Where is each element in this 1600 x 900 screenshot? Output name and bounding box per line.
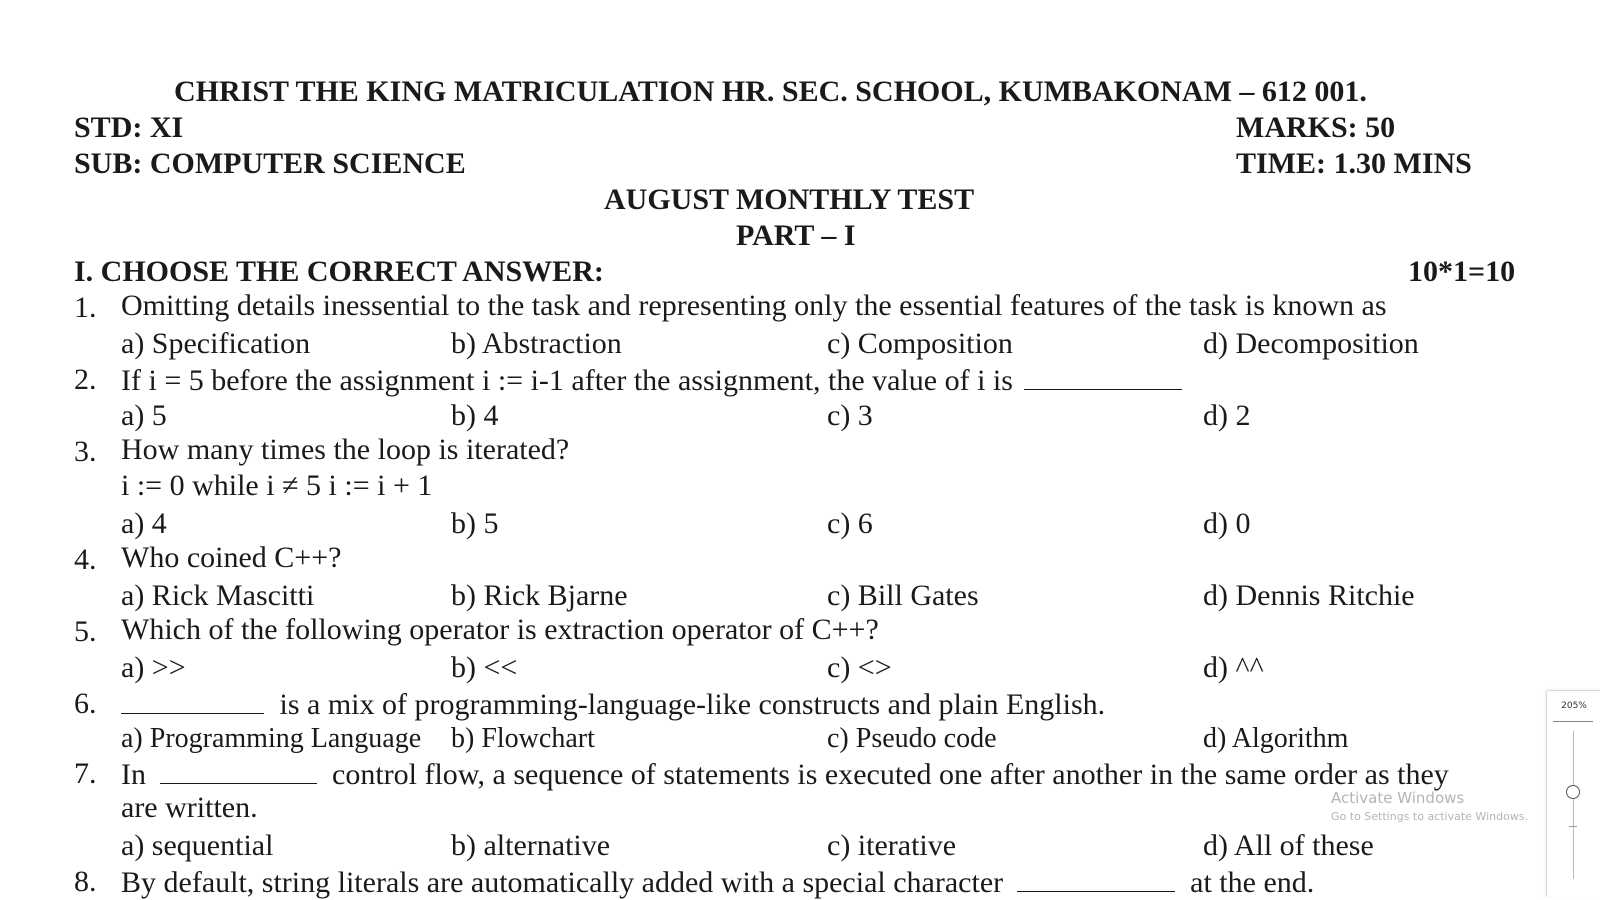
option-a: a) 4 bbox=[121, 507, 167, 540]
option-d: d) ^^ bbox=[1203, 651, 1264, 684]
answer-blank bbox=[1024, 363, 1182, 390]
question-number: 6. bbox=[74, 687, 97, 720]
question-text bbox=[121, 865, 1314, 898]
section-marks: 10*1=10 bbox=[1408, 255, 1516, 288]
option-a: a) Rick Mascitti bbox=[121, 579, 315, 612]
section-title: I. CHOOSE THE CORRECT ANSWER: bbox=[74, 255, 604, 288]
option-d: d) Dennis Ritchie bbox=[1203, 579, 1415, 612]
question-text: Omitting details inessential to the task and representing only the essential features of the task is known as bbox=[121, 289, 1387, 322]
option-a: a) >> bbox=[121, 651, 186, 684]
question-text-cont: are written. bbox=[121, 791, 258, 824]
std-label: STD: XI bbox=[74, 111, 184, 144]
activate-windows-subtitle: Go to Settings to activate Windows. bbox=[1331, 810, 1529, 823]
zoom-panel bbox=[1546, 690, 1600, 897]
option-a: a) sequential bbox=[121, 829, 274, 862]
subject-label: SUB: COMPUTER SCIENCE bbox=[74, 147, 466, 180]
school-name: CHRIST THE KING MATRICULATION HR. SEC. SCHOOL, KUMBAKONAM – 612 001. bbox=[174, 75, 1367, 108]
test-title: AUGUST MONTHLY TEST bbox=[604, 183, 975, 216]
option-a: a) Programming Language bbox=[121, 723, 422, 754]
marks-label: MARKS: 50 bbox=[1236, 111, 1396, 144]
question-text: How many times the loop is iterated? bbox=[121, 433, 570, 466]
activate-windows-title: Activate Windows bbox=[1331, 789, 1465, 807]
question-number: 5. bbox=[74, 615, 97, 648]
option-c: c) iterative bbox=[827, 829, 957, 862]
zoom-value[interactable]: 205% bbox=[1561, 701, 1587, 711]
question-text-before: In bbox=[121, 758, 146, 791]
time-label: TIME: 1.30 MINS bbox=[1236, 147, 1472, 180]
question-text: Who coined C++? bbox=[121, 541, 342, 574]
question-text: Which of the following operator is extraction operator of C++? bbox=[121, 613, 879, 646]
question-number: 1. bbox=[74, 291, 97, 324]
zoom-slider-track[interactable] bbox=[1573, 731, 1574, 879]
option-b: b) 5 bbox=[451, 507, 499, 540]
zoom-slider-tick bbox=[1569, 826, 1577, 827]
option-b: b) << bbox=[451, 651, 518, 684]
code-line: i := 0 while i ≠ 5 i := i + 1 bbox=[121, 469, 433, 502]
question-number: 2. bbox=[74, 363, 97, 396]
question-text-span: By default, string literals are automatically added with a special character bbox=[121, 866, 1004, 899]
option-c: c) Pseudo code bbox=[827, 723, 997, 754]
option-d: d) All of these bbox=[1203, 829, 1374, 862]
option-c: c) 6 bbox=[827, 507, 873, 540]
option-d: d) 0 bbox=[1203, 507, 1251, 540]
option-d: d) Algorithm bbox=[1203, 723, 1349, 754]
option-c: c) Composition bbox=[827, 327, 1013, 360]
answer-blank bbox=[1017, 865, 1175, 892]
question-text-span: If i = 5 before the assignment i := i-1 after the assignment, the value of i is bbox=[121, 364, 1013, 397]
option-a: a) 5 bbox=[121, 399, 167, 432]
part-label: PART – I bbox=[736, 219, 856, 252]
option-b: b) 4 bbox=[451, 399, 499, 432]
option-b: b) Flowchart bbox=[451, 723, 595, 754]
option-c: c) 3 bbox=[827, 399, 873, 432]
question-text-after: control flow, a sequence of statements is executed one after another in the same order as they bbox=[332, 758, 1449, 791]
question-text bbox=[121, 757, 1449, 790]
option-c: c) Bill Gates bbox=[827, 579, 979, 612]
zoom-value-underline bbox=[1553, 721, 1593, 722]
question-text-span: is a mix of programming-language-like constructs and plain English. bbox=[279, 688, 1106, 721]
answer-blank bbox=[160, 757, 317, 784]
question-number: 7. bbox=[74, 757, 97, 790]
option-d: d) Decomposition bbox=[1203, 327, 1419, 360]
question-text bbox=[121, 687, 1105, 720]
question-number: 8. bbox=[74, 865, 97, 898]
question-text bbox=[121, 363, 1182, 396]
question-number: 4. bbox=[74, 543, 97, 576]
option-b: b) Abstraction bbox=[451, 327, 622, 360]
option-c: c) <> bbox=[827, 651, 892, 684]
question-number: 3. bbox=[74, 435, 97, 468]
option-d: d) 2 bbox=[1203, 399, 1251, 432]
question-text-after: at the end. bbox=[1190, 866, 1315, 899]
answer-blank bbox=[121, 687, 264, 714]
option-a: a) Specification bbox=[121, 327, 311, 360]
option-b: b) alternative bbox=[451, 829, 611, 862]
zoom-slider-thumb[interactable] bbox=[1566, 785, 1580, 799]
option-b: b) Rick Bjarne bbox=[451, 579, 628, 612]
